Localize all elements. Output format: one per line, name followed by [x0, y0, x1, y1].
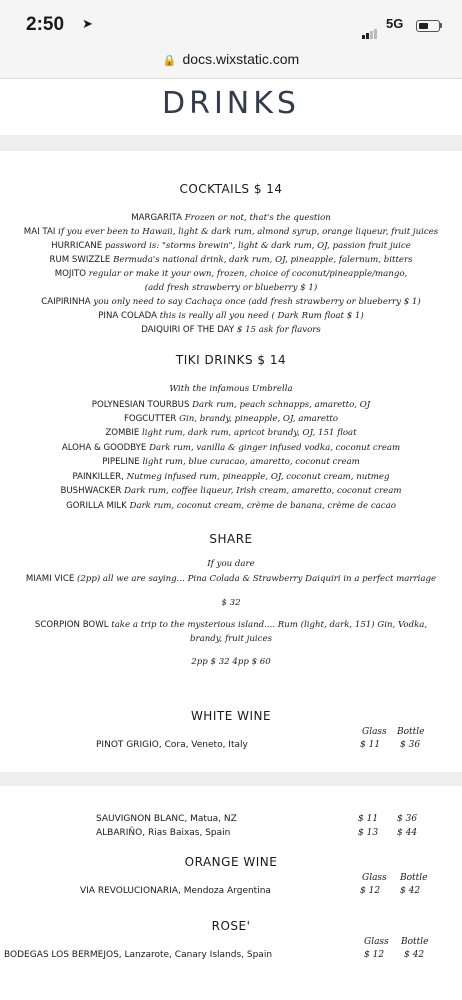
rose-heading: ROSE': [211, 919, 251, 933]
share-item-scorpion-bowl: [0, 620, 462, 630]
drink-description: Dark rum, peach schnapps, amaretto, OJ: [192, 400, 371, 410]
tiki-subheading: With the infamous Umbrella: [169, 384, 293, 394]
drink-name: ZOMBIE: [105, 428, 140, 438]
drink-description: Dark rum, vanilla & ginger infused vodka, coconut cream: [149, 443, 401, 453]
drink-description: Dark rum, coconut cream, crème de banana, crème de cacao: [129, 501, 396, 511]
drink-description: (add fresh strawberry or blueberry $ 1): [144, 283, 318, 293]
drink-description: if you ever been to Hawaii, light & dark rum, almond syrup, orange liqueur, fruit juices: [58, 227, 439, 237]
orange-wine-heading: ORANGE WINE: [184, 855, 278, 869]
drink-name: MAI TAI: [23, 227, 56, 237]
separator-band: [0, 772, 462, 786]
drink-name: DAIQUIRI OF THE DAY: [141, 325, 235, 335]
url-bar[interactable]: [0, 44, 462, 79]
drink-description: light rum, blue curacao, amaretto, coconut cream: [142, 457, 360, 467]
drink-name: SCORPION BOWL: [34, 620, 109, 630]
drink-description: (2pp) all we are saying... Pina Colada & Strawberry Daiquiri in a perfect marriage: [77, 574, 437, 584]
drink-description: $ 15 ask for flavors: [236, 325, 321, 335]
wine-glass-price: $ 12: [364, 950, 385, 960]
cocktails-heading: COCKTAILS $ 14: [179, 182, 283, 196]
tiki-item: [0, 443, 462, 453]
drink-name: MIAMI VICE: [25, 574, 75, 584]
wine-glass-price: $ 13: [358, 828, 379, 838]
cocktail-item: [0, 269, 462, 279]
status-bar: [0, 0, 462, 44]
wine-name: SAUVIGNON BLANC, Matua, NZ: [96, 814, 237, 824]
cocktail-item: [0, 255, 462, 265]
drink-name: PAINKILLER,: [72, 472, 124, 482]
drink-name: CAIPIRINHA: [41, 297, 91, 307]
drink-description: this is really all you need ( Dark Rum float $ 1): [159, 311, 364, 321]
drink-name: PINA COLADA: [98, 311, 157, 321]
drink-name: BUSHWACKER: [60, 486, 122, 496]
url-text: docs.wixstatic.com: [182, 51, 300, 67]
drink-description: Frozen or not, that's the question: [184, 213, 331, 223]
drink-name: POLYNESIAN TOURBUS: [91, 400, 190, 410]
drink-name: MARGARITA: [131, 213, 182, 223]
share-subheading: If you dare: [207, 559, 255, 569]
wine-bottle-price: $ 42: [404, 950, 425, 960]
drink-description: take a trip to the mysterious island.... Rum (light, dark, 151) Gin, Vodka,: [111, 620, 428, 630]
share-heading: SHARE: [209, 532, 253, 546]
status-time: 2:50: [26, 14, 65, 35]
share-item-miami-vice: [0, 574, 462, 584]
cocktail-item: [0, 241, 462, 251]
drink-description: Gin, brandy, pineapple, OJ, amaretto: [179, 414, 339, 424]
orange-wine-col-glass: Glass: [362, 873, 387, 883]
tiki-item: [0, 457, 462, 467]
drink-description: Nutmeg infused rum, pineapple, OJ, coconut cream, nutmeg: [126, 472, 390, 482]
location-arrow-icon: ➤: [82, 17, 93, 32]
white-wine-col-glass: Glass: [362, 727, 387, 737]
wine-bottle-price: $ 42: [400, 886, 421, 896]
cocktail-item: [0, 297, 462, 307]
white-wine-col-bottle: Bottle: [397, 727, 425, 737]
signal-icon: [362, 20, 378, 39]
cocktail-item: [0, 311, 462, 321]
wine-bottle-price: $ 44: [397, 828, 418, 838]
scorpion-bowl-desc-cont: brandy, fruit juices: [190, 634, 272, 644]
wine-name: ALBARIÑO, Rias Baixas, Spain: [96, 828, 231, 838]
tiki-heading: TIKI DRINKS $ 14: [175, 353, 287, 367]
drink-name: FOGCUTTER: [123, 414, 177, 424]
drink-name: HURRICANE: [51, 241, 103, 251]
wine-name: VIA REVOLUCIONARIA, Mendoza Argentina: [80, 886, 271, 896]
tiki-item: [0, 486, 462, 496]
drink-description: Bermuda's national drink, dark rum, OJ, pineapple, falernum, bitters: [113, 255, 413, 265]
cocktail-item: [0, 283, 462, 293]
drink-description: password is: "storms brewin", light & dark rum, OJ, passion fruit juice: [104, 241, 411, 251]
tiki-item: [0, 501, 462, 511]
wine-name: PINOT GRIGIO, Cora, Veneto, Italy: [96, 740, 248, 750]
wine-glass-price: $ 11: [360, 740, 381, 750]
miami-vice-price: $ 32: [221, 598, 241, 608]
orange-wine-col-bottle: Bottle: [400, 873, 428, 883]
wine-bottle-price: $ 36: [400, 740, 421, 750]
drink-description: you only need to say Cachaça once (add fresh strawberry or blueberry $ 1): [93, 297, 421, 307]
rose-col-bottle: Bottle: [401, 937, 429, 947]
tiki-item: [0, 414, 462, 424]
drink-name: RUM SWIZZLE: [49, 255, 111, 265]
lock-icon: 🔒: [162, 55, 177, 67]
scorpion-bowl-price: 2pp $ 32 4pp $ 60: [191, 657, 271, 667]
wine-bottle-price: $ 36: [397, 814, 418, 824]
battery-tip: [440, 23, 442, 28]
drink-description: Dark rum, coffee liqueur, Irish cream, amaretto, coconut cream: [124, 486, 402, 496]
page-title: DRINKS: [162, 86, 300, 121]
drink-name: MOJITO: [54, 269, 86, 279]
wine-glass-price: $ 12: [360, 886, 381, 896]
drink-name: PIPELINE: [102, 457, 140, 467]
wine-name: BODEGAS LOS BERMEJOS, Lanzarote, Canary Islands, Spain: [4, 950, 273, 960]
battery-icon: [416, 20, 440, 32]
cocktail-item: [0, 227, 462, 237]
tiki-item: [0, 400, 462, 410]
white-wine-heading: WHITE WINE: [190, 709, 272, 723]
network-label: 5G: [386, 16, 404, 31]
tiki-item: [0, 472, 462, 482]
cocktail-item: [0, 325, 462, 335]
rose-col-glass: Glass: [364, 937, 389, 947]
drink-description: light rum, dark rum, apricot brandy, OJ, 151 float: [142, 428, 357, 438]
drink-name: ALOHA & GOODBYE: [61, 443, 147, 453]
cocktail-item: [0, 213, 462, 223]
tiki-item: [0, 428, 462, 438]
wine-glass-price: $ 11: [358, 814, 379, 824]
drink-name: GORILLA MILK: [66, 501, 127, 511]
separator-band: [0, 135, 462, 151]
drink-description: regular or make it your own, frozen, choice of coconut/pineapple/mango,: [88, 269, 408, 279]
